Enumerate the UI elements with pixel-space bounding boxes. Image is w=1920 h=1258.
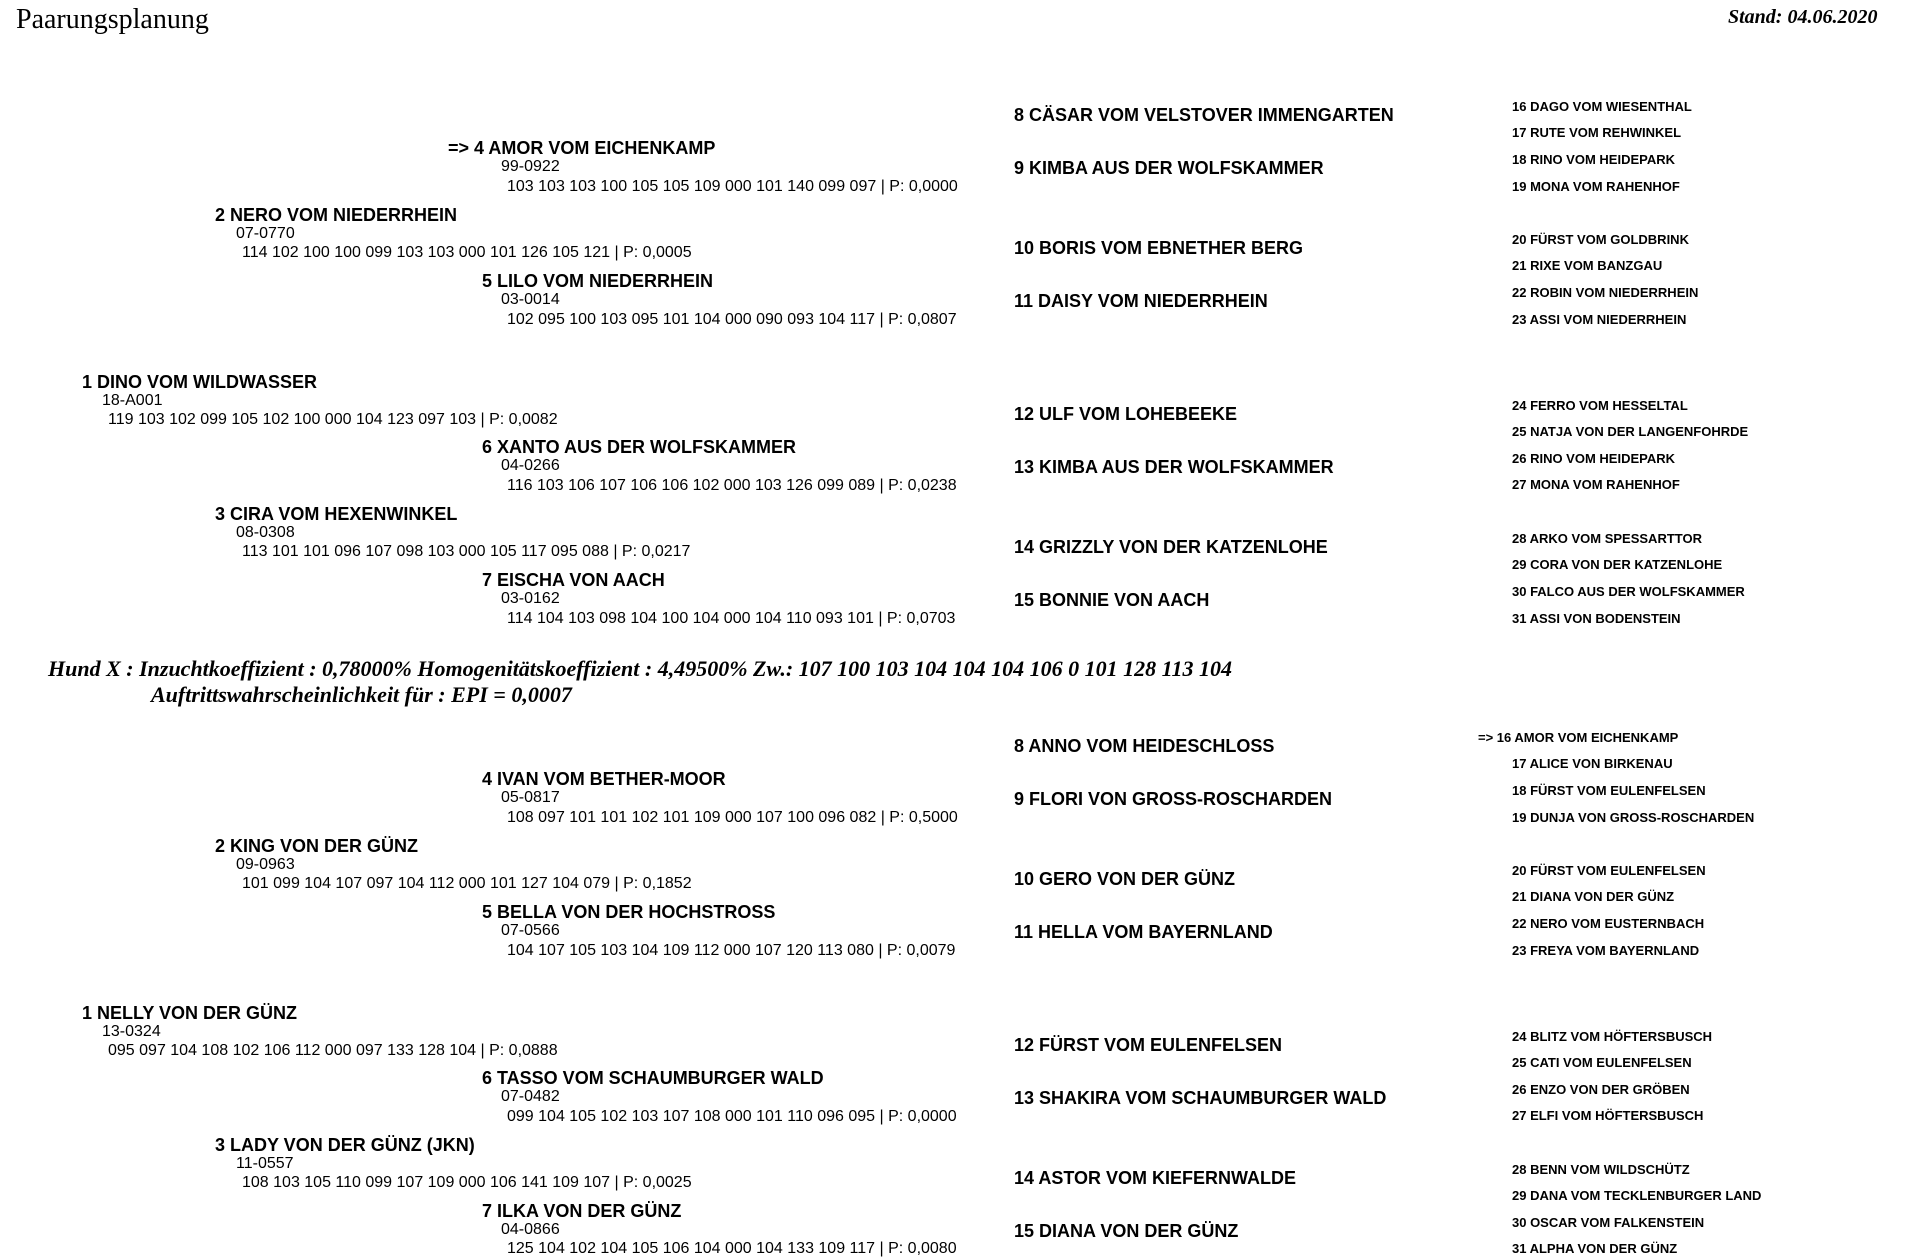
- dam-g5-name: 18 FÜRST VOM EULENFELSEN: [1512, 783, 1706, 798]
- dam-g1-reg: 13-0324: [102, 1023, 161, 1040]
- sire-g4-name: 9 KIMBA AUS DER WOLFSKAMMER: [1014, 158, 1324, 178]
- sire-g4-name: 10 BORIS VOM EBNETHER BERG: [1014, 238, 1304, 258]
- sire-g3-reg: 04-0266: [501, 457, 560, 474]
- dam-g5-name: 30 OSCAR VOM FALKENSTEIN: [1512, 1215, 1705, 1230]
- dam-g4-name: 8 ANNO VOM HEIDESCHLOSS: [1014, 736, 1275, 756]
- summary-coefficients: Hund X : Inzuchtkoeffizient : 0,78000% Homogenitätskoeffizient : 4,49500% Zw.: 107 100 103 104 104 104 106 0 101 128 113 104: [48, 656, 1232, 681]
- sire-g3-name: => 4 AMOR VOM EICHENKAMP: [448, 138, 716, 158]
- dam-g4-name: 11 HELLA VOM BAYERNLAND: [1014, 922, 1273, 942]
- sire-g5-name: 28 ARKO VOM SPESSARTTOR: [1512, 531, 1702, 546]
- dam-g2-values: 101 099 104 107 097 104 112 000 101 127 104 079 | P: 0,1852: [242, 875, 692, 892]
- dam-g5-name: => 16 AMOR VOM EICHENKAMP: [1478, 730, 1679, 745]
- dam-g1-values: 095 097 104 108 102 106 112 000 097 133 128 104 | P: 0,0888: [108, 1042, 558, 1059]
- sire-g4-name: 13 KIMBA AUS DER WOLFSKAMMER: [1014, 457, 1334, 477]
- sire-g5-name: 25 NATJA VON DER LANGENFOHRDE: [1512, 424, 1749, 439]
- sire-g5-name: 19 MONA VOM RAHENHOF: [1512, 179, 1680, 194]
- dam-g2-values: 108 103 105 110 099 107 109 000 106 141 109 107 | P: 0,0025: [242, 1174, 692, 1191]
- dam-g2-reg: 09-0963: [236, 856, 295, 873]
- dam-g5-name: 31 ALPHA VON DER GÜNZ: [1512, 1241, 1678, 1256]
- sire-g4-name: 12 ULF VOM LOHEBEEKE: [1014, 404, 1238, 424]
- sire-g5-name: 20 FÜRST VOM GOLDBRINK: [1512, 232, 1689, 247]
- dam-g5-name: 17 ALICE VON BIRKENAU: [1512, 756, 1673, 771]
- dam-g3-name: 6 TASSO VOM SCHAUMBURGER WALD: [482, 1068, 824, 1088]
- sire-g4-name: 14 GRIZZLY VON DER KATZENLOHE: [1014, 537, 1328, 557]
- sire-g4-name: 15 BONNIE VON AACH: [1014, 590, 1210, 610]
- dam-g4-name: 12 FÜRST VOM EULENFELSEN: [1014, 1035, 1283, 1055]
- dam-g3-reg: 04-0866: [501, 1221, 560, 1238]
- sire-g2-name: 2 NERO VOM NIEDERRHEIN: [215, 205, 458, 225]
- dam-g5-name: 21 DIANA VON DER GÜNZ: [1512, 889, 1675, 904]
- dam-g5-name: 22 NERO VOM EUSTERNBACH: [1512, 916, 1705, 931]
- dam-g3-name: 5 BELLA VON DER HOCHSTROSS: [482, 902, 776, 922]
- dam-g2-name: 2 KING VON DER GÜNZ: [215, 836, 419, 856]
- dam-g3-name: 7 ILKA VON DER GÜNZ: [482, 1201, 682, 1221]
- sire-g4-name: 8 CÄSAR VOM VELSTOVER IMMENGARTEN: [1014, 105, 1394, 125]
- dam-g5-name: 20 FÜRST VOM EULENFELSEN: [1512, 863, 1706, 878]
- dam-g4-name: 13 SHAKIRA VOM SCHAUMBURGER WALD: [1014, 1088, 1387, 1108]
- sire-g5-name: 30 FALCO AUS DER WOLFSKAMMER: [1512, 584, 1745, 599]
- sire-g5-name: 23 ASSI VOM NIEDERRHEIN: [1512, 312, 1687, 327]
- sire-g5-name: 21 RIXE VOM BANZGAU: [1512, 258, 1663, 273]
- sire-g5-name: 24 FERRO VOM HESSELTAL: [1512, 398, 1688, 413]
- dam-g5-name: 25 CATI VOM EULENFELSEN: [1512, 1055, 1692, 1070]
- sire-g5-name: 27 MONA VOM RAHENHOF: [1512, 477, 1680, 492]
- sire-g3-reg: 03-0014: [501, 291, 560, 308]
- sire-g2-reg: 08-0308: [236, 524, 295, 541]
- sire-g5-name: 17 RUTE VOM REHWINKEL: [1512, 125, 1682, 140]
- dam-g5-name: 24 BLITZ VOM HÖFTERSBUSCH: [1512, 1029, 1713, 1044]
- dam-g5-name: 27 ELFI VOM HÖFTERSBUSCH: [1512, 1108, 1704, 1123]
- sire-g5-name: 26 RINO VOM HEIDEPARK: [1512, 451, 1676, 466]
- sire-g3-values: 103 103 103 100 105 105 109 000 101 140 099 097 | P: 0,0000: [507, 178, 958, 195]
- sire-g5-name: 16 DAGO VOM WIESENTHAL: [1512, 99, 1692, 114]
- sire-g5-name: 29 CORA VON DER KATZENLOHE: [1512, 557, 1723, 572]
- dam-g2-reg: 11-0557: [236, 1155, 294, 1172]
- sire-g2-values: 113 101 101 096 107 098 103 000 105 117 095 088 | P: 0,0217: [242, 543, 691, 560]
- dam-g5-name: 28 BENN VOM WILDSCHÜTZ: [1512, 1162, 1690, 1177]
- sire-g5-name: 22 ROBIN VOM NIEDERRHEIN: [1512, 285, 1699, 300]
- dam-g5-name: 23 FREYA VOM BAYERNLAND: [1512, 943, 1700, 958]
- dam-g3-reg: 07-0482: [501, 1088, 560, 1105]
- page-title: Paarungsplanung: [16, 4, 209, 35]
- sire-g3-values: 114 104 103 098 104 100 104 000 104 110 093 101 | P: 0,0703: [507, 610, 956, 627]
- dam-g5-name: 29 DANA VOM TECKLENBURGER LAND: [1512, 1188, 1762, 1203]
- sire-g4-name: 11 DAISY VOM NIEDERRHEIN: [1014, 291, 1268, 311]
- dam-g3-reg: 07-0566: [501, 922, 560, 939]
- sire-g3-values: 102 095 100 103 095 101 104 000 090 093 104 117 | P: 0,0807: [507, 311, 957, 328]
- sire-g3-values: 116 103 106 107 106 106 102 000 103 126 099 089 | P: 0,0238: [507, 477, 957, 494]
- dam-g3-reg: 05-0817: [501, 789, 560, 806]
- sire-g3-name: 7 EISCHA VON AACH: [482, 570, 665, 590]
- sire-g2-values: 114 102 100 100 099 103 103 000 101 126 105 121 | P: 0,0005: [242, 244, 692, 261]
- dam-g1-name: 1 NELLY VON DER GÜNZ: [82, 1003, 298, 1023]
- dam-g4-name: 14 ASTOR VOM KIEFERNWALDE: [1014, 1168, 1297, 1188]
- sire-g5-name: 18 RINO VOM HEIDEPARK: [1512, 152, 1676, 167]
- sire-g2-name: 3 CIRA VOM HEXENWINKEL: [215, 504, 458, 524]
- sire-g3-reg: 99-0922: [501, 158, 560, 175]
- date-stamp: Stand: 04.06.2020: [1728, 6, 1878, 28]
- dam-g4-name: 15 DIANA VON DER GÜNZ: [1014, 1221, 1239, 1241]
- sire-g1-name: 1 DINO VOM WILDWASSER: [82, 372, 318, 392]
- dam-g3-values: 104 107 105 103 104 109 112 000 107 120 113 080 | P: 0,0079: [507, 942, 956, 959]
- dam-g3-values: 125 104 102 104 105 106 104 000 104 133 109 117 | P: 0,0080: [507, 1240, 957, 1257]
- dam-g5-name: 26 ENZO VON DER GRÖBEN: [1512, 1082, 1690, 1097]
- dam-g3-values: 108 097 101 101 102 101 109 000 107 100 096 082 | P: 0,5000: [507, 809, 958, 826]
- dam-g4-name: 9 FLORI VON GROSS-ROSCHARDEN: [1014, 789, 1333, 809]
- summary-epi: Auftrittswahrscheinlichkeit für : EPI = 0,0007: [151, 682, 572, 707]
- sire-g3-name: 6 XANTO AUS DER WOLFSKAMMER: [482, 437, 797, 457]
- dam-g2-name: 3 LADY VON DER GÜNZ (JKN): [215, 1135, 475, 1155]
- dam-g3-values: 099 104 105 102 103 107 108 000 101 110 096 095 | P: 0,0000: [507, 1108, 957, 1125]
- sire-g1-reg: 18-A001: [102, 392, 163, 409]
- dam-g5-name: 19 DUNJA VON GROSS-ROSCHARDEN: [1512, 810, 1755, 825]
- sire-g1-values: 119 103 102 099 105 102 100 000 104 123 097 103 | P: 0,0082: [108, 411, 558, 428]
- sire-g5-name: 31 ASSI VON BODENSTEIN: [1512, 611, 1681, 626]
- dam-g3-name: 4 IVAN VOM BETHER-MOOR: [482, 769, 726, 789]
- sire-g3-name: 5 LILO VOM NIEDERRHEIN: [482, 271, 714, 291]
- sire-g2-reg: 07-0770: [236, 225, 295, 242]
- dam-g4-name: 10 GERO VON DER GÜNZ: [1014, 869, 1236, 889]
- sire-g3-reg: 03-0162: [501, 590, 560, 607]
